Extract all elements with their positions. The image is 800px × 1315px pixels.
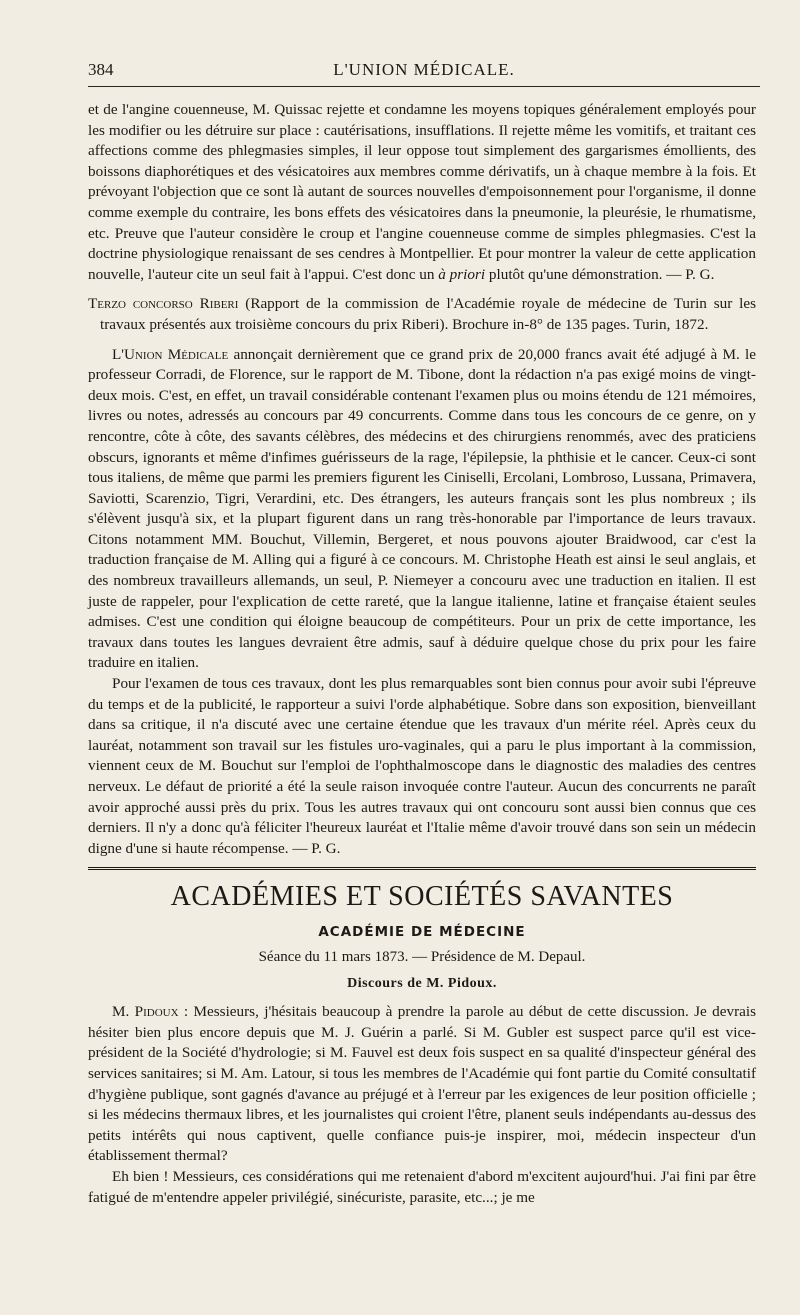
academie-heading: ACADÉMIE DE MÉDECINE (318, 924, 526, 941)
paragraph-prix-riberi: L'Union Médicale annonçait dernièrement que ce grand prix de 20,000 francs avait été adjugé à M. le professeur Corradi, de Florence, sur le rapport de M. Tibone, dont la rédaction n'a pas exigé moins de vingt-deux mois. C'est, en effet, un travail considérable contenant l'examen plus ou moins étendu de 121 mémoires, livres ou notes, adressés au concours par 49 concurrents. Comme dans tous les concours de ce genre, on y rencontre, côte à côte, des savants célèbres, des médecins et des chirurgiens renommés, avec des praticiens obscurs, ignorants et même d'infimes guérisseurs de la rage, l'épilepsie, la phthisie et le cancer. Ceux-ci sont tous italiens, de même que parmi les premiers figurent les Ciniselli, Ercolani, Lombroso, Lussana, Primavera, Saviotti, Scarenzio, Tigri, Verardini, etc. Des étrangers, les auteurs français sont les plus nombreux ; ils s'élèvent jusqu'à six, et la plupart figurent dans un rang très-honorable par l'importance de leurs travaux. Citons notamment MM. Bouchut, Villemin, Bergeret, et nous pouvons ajouter Braidwood, car c'est la traduction française de M. Alling qui a figuré à ce concours. M. Christophe Heath est ainsi le seul anglais, et des nombreux travailleurs allemands, un seul, P. Niemeyer a concouru avec une traduction en italien. Il est juste de rappeler, pour l'explication de cette rareté, que la langue italienne, latine et française étaient seules admises. C'est une condition qui éloigne beaucoup de compétiteurs. Pour un prix de cette importance, les travaux dans toutes les langues devraient être admis, sauf à déduire quelque chose du prix pour les faire traduire en italien. (88, 345, 756, 672)
section-title: ACADÉMIES ET SOCIÉTÉS SAVANTES (170, 881, 674, 913)
discours-heading: Discours de M. Pidoux. (347, 975, 497, 991)
paragraph-terzo-concorso: Terzo concorso Riberi (Rapport de la commission de l'Académie royale de médecine de Turin sur les travaux présentés aux troisième concours du prix Riberi). Brochure in-8° de 135 pages. Turin, 1872. (88, 295, 756, 333)
header-rule (88, 86, 760, 87)
section-divider (88, 867, 756, 870)
page-body (88, 100, 756, 1208)
review-title: Terzo concorso Riberi (88, 295, 239, 313)
paragraph-review-quissac: et de l'angine couenneuse, M. Quissac rejette et condamne les moyens topiques généralement employés pour les modifier ou les détruire sur place : cautérisations, insufflations. Il rejette même les vomitifs, et traitant ces affections comme des phlegmasies simples, il leur oppose tout simplement des gargarismes émollients, des boissons diaphorétiques et des vésicatoires aux membres comme dérivatifs, un à chaque membre à la fois. Et prévoyant l'objection que ce sont là autant de sources nouvelles d'empoisonnement pour l'organisme, il donne comme exemple du contraire, les bons effets des vésicatoires dans la pneumonie, la pleurésie, le rhumatisme, etc. Preuve que l'auteur considère le croup et l'angine couenneuse comme de simples phlegmasies. C'est la doctrine physiologique renaissant de ses cendres à Montpellier. Et pour montrer la valeur de cette application nouvelle, l'auteur cite un seul fait à l'appui. C'est donc un à priori plutôt qu'une démonstration. — P. G. (88, 101, 756, 283)
paragraph-examen-travaux: Pour l'examen de tous ces travaux, dont les plus remarquables sont bien connus pour avoir subi l'épreuve du temps et de la publicité, le rapporteur a suivi l'orde alphabétique. Sobre dans son exposition, bienveillant dans sa critique, il n'a discuté avec une certaine étendue que les travaux d'un mérite réel. Après ceux du lauréat, notamment son travail sur les fistules uro-vaginales, qui a paru le plus important à la commission, viennent ceux de M. Bouchut sur l'emploi de l'ophthalmoscope dans le diagnostic des maladies des centres nerveux. Le défaut de priorité a été la seule raison invoquée contre l'auteur. Aucun des concurrents ne paraît avoir approché aussi près du prix. Tous les autres travaux qui ont concouru sont aussi bien connus que ces derniers. Il n'y a donc qu'à féliciter l'heureux lauréat et l'Italie même d'avoir trouvé dans son sein un médecin digne d'une si haute récompense. — P. G. (88, 675, 756, 857)
paragraph-pidoux-speech: M. Pidoux : Messieurs, j'hésitais beaucoup à prendre la parole au début de cette discussion. Je devrais hésiter bien plus encore depuis que M. J. Guérin a parlé. Si M. Gubler est suspect parce qu'il est vice-président de la Société d'hydrologie; si M. Fauvel est deux fois suspect en sa qualité d'inspecteur général des services sanitaires; si M. Am. Latour, si tous les membres de l'Académie qui font partie du Comité consultatif d'hygiène publique, sont gagnés d'avance au préjugé et à l'erreur par les exigences de leur position officielle ; si les médecins thermaux libres, et les journalistes qui croient l'être, planent seuls indépendants au-dessus des petits intérêts qui nous captivent, quelle confiance puis-je inspirer, moi, médecin inspecteur d'un établissement thermal? (88, 1003, 757, 1165)
seance-line: Séance du 11 mars 1873. — Présidence de M. Depaul. (258, 948, 586, 965)
italic-a-priori: à priori (438, 265, 486, 283)
running-title: L'UNION MÉDICALE. (333, 60, 515, 79)
page-header (88, 60, 760, 86)
journal-name: L'Union Médicale (112, 345, 229, 363)
speaker-name: M. Pidoux (112, 1003, 179, 1021)
paragraph-pidoux-continued: Eh bien ! Messieurs, ces considérations qui me retenaient d'abord m'excitent aujourd'hui. J'ai fini par être fatigué de m'entendre appeler privilégié, sinécuriste, parasite, etc...; je me (88, 1167, 756, 1206)
page-number: 384 (88, 60, 114, 79)
